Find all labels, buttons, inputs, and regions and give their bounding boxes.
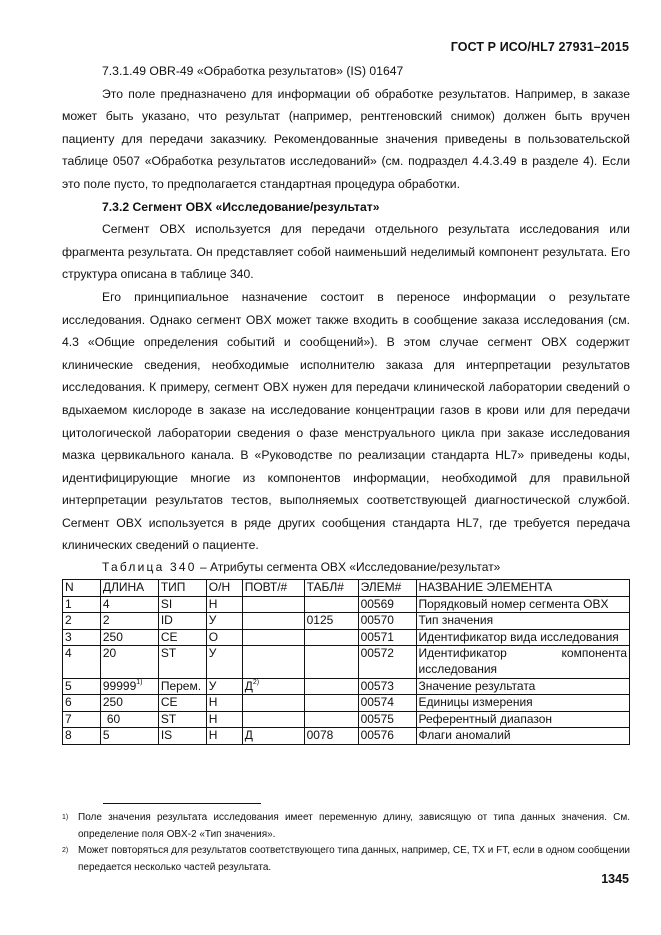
cell-n [63,695,101,712]
cell-item [358,613,416,630]
cell-table-text: 0078 [306,728,334,743]
cell-optionality [206,646,242,678]
cell-repeat-text: Д [244,678,253,693]
footnote-1-text: Поле значения результата исследования имеет переменную длину, зависящую от типа данных значения. См. определение поля OBX-2 «Тип значения». [78,812,630,840]
cell-element-name [416,646,630,678]
cell-table [304,728,358,745]
cell-element-name [416,613,630,630]
cell-optionality-text: У [208,646,217,661]
cell-optionality-text: Н [208,596,218,611]
cell-n-text: 1 [65,596,72,611]
cell-n [63,678,101,695]
table-caption-text: – Атрибуты сегмента OBX «Исследование/результат» [196,560,501,575]
cell-element-name [416,711,630,728]
section-title-obr49: 7.3.1.49 OBR-49 «Обработка результатов» (IS) 01647 [102,64,404,78]
cell-optionality [206,678,242,695]
footnote-2-text: Может повторяться для результатов соответствующего типа данных, например, CE, TX и FT, если в одном сообщении передается несколько частей результата. [78,845,630,873]
cell-optionality-text: Н [208,695,218,710]
cell-element-name-text: Значение результата [418,678,536,693]
cell-element-name [416,695,630,712]
table-row [63,596,630,613]
cell-type-text: Перем. [160,678,202,693]
cell-element-name-text: Идентификатор компонента исследования [418,646,627,677]
cell-optionality-text: У [208,678,217,693]
page-number: 1345 [601,872,629,886]
cell-optionality [206,596,242,613]
cell-optionality [206,613,242,630]
cell-n-text: 5 [65,678,72,693]
cell-table [304,678,358,695]
cell-element-name-text: Единицы измерения [418,695,533,710]
cell-element-name-text: Порядковый номер сегмента OBX [418,596,609,611]
cell-item [358,678,416,695]
table-body [63,596,630,744]
header-length: ДЛИНА [100,580,158,597]
cell-element-name-text: Флаги аномалий [418,728,511,743]
cell-type [158,678,206,695]
cell-n [63,629,101,646]
cell-length [100,613,158,630]
cell-optionality-text: Н [208,728,218,743]
cell-type-text: ST [160,646,177,661]
cell-n [63,728,101,745]
cell-type-text: ST [160,711,177,726]
table-row [63,695,630,712]
cell-length-text: 250 [102,695,123,710]
cell-optionality [206,728,242,745]
cell-n-text: 8 [65,728,72,743]
cell-item-text: 00573 [360,678,394,693]
table-caption [62,557,630,577]
header-item: ЭЛЕМ# [358,580,416,597]
cell-item [358,695,416,712]
section-title-obx: 7.3.2 Сегмент OBX «Исследование/результат» [102,199,380,214]
cell-length [100,596,158,613]
cell-length-text: 60 [106,711,121,726]
cell-table [304,629,358,646]
cell-type [158,646,206,678]
table-row [63,613,630,630]
footnote-ref: 1) [136,678,143,686]
cell-n-text: 4 [65,646,72,661]
cell-n [63,613,101,630]
cell-type-text: IS [160,728,173,743]
cell-table-text: 0125 [306,613,334,628]
table-row [63,711,630,728]
cell-repeat [242,646,304,678]
cell-element-name-text: Идентификатор вида исследования [418,629,619,644]
cell-optionality [206,695,242,712]
footnote-1 [62,810,630,843]
cell-type [158,711,206,728]
footnote-divider [103,803,261,804]
header-optionality: О/Н [206,580,242,597]
paragraph-obx-1: Сегмент OBX используется для передачи отдельного результата исследования или фрагмента результата. Он представляет собой наименьший неделимый компонент результата. Его структура описана в таблице 340. [62,222,630,282]
cell-repeat [242,596,304,613]
table-row [63,678,630,695]
cell-n-text: 2 [65,613,72,628]
header-table: ТАБЛ# [304,580,358,597]
footnotes [62,810,630,876]
cell-item [358,711,416,728]
cell-length-text: 2 [102,613,110,628]
cell-type [158,695,206,712]
cell-element-name-text: Референтный диапазон [418,711,553,726]
paragraph-obr49: Это поле предназначено для информации об обработке результатов. Например, в заказе может быть указано, что результат (например, рентгеновский снимок) должен быть вручен пациенту для передачи заказчику. Рекомендованные значения приведены в пользовательской таблице 0507 «Обработка результатов исследований» (см. подраздел 4.4.3.49 в разделе 4). Если это поле пусто, то предполагается стандартная процедура обработки. [62,86,630,191]
cell-repeat [242,711,304,728]
table-row [63,728,630,745]
footnote-ref: 2) [252,678,260,686]
footnote-2 [62,843,630,876]
cell-type-text: CE [160,695,178,710]
cell-optionality-text: У [208,613,217,628]
table-header-row [63,580,630,597]
header-type: ТИП [158,580,206,597]
cell-element-name [416,596,630,613]
cell-type-text: CE [160,629,178,644]
cell-type [158,629,206,646]
cell-item-text: 00572 [360,646,394,661]
cell-item-text: 00574 [360,695,394,710]
cell-element-name-text: Тип значения [418,613,494,628]
header-element-name: НАЗВАНИЕ ЭЛЕМЕНТА [416,580,630,597]
page-content [62,60,630,745]
cell-length-text: 250 [102,629,123,644]
cell-repeat [242,678,304,695]
cell-table [304,646,358,678]
cell-n-text: 6 [65,695,72,710]
cell-item [358,728,416,745]
table-row [63,646,630,678]
cell-type [158,728,206,745]
cell-length [100,728,158,745]
cell-n-text: 3 [65,629,72,644]
paragraph-obx-2: Его принципиальное назначение состоит в переносе информации о результате исследования. Однако сегмент OBX может также входить в сообщение заказа исследования (см. 4.3 «Общие определения событий и сообщений»). В этом случае сегмент OBX содержит клинические сведения, необходимые исполнителю заказа для интерпретации результатов исследования. К примеру, сегмент OBX нужен для передачи клинической лаборатории сведений о вдыхаемом кислороде в заказе на исследование концентрации газов в крови или для передачи цитологической лаборатории сведения о фазе менструального цикла при заказе исследования мазка цервикального канала. В «Руководстве по реализации стандарта HL7» приведены коды, идентифицирующие многие из компонентов информации, необходимой для правильной интерпретации результатов тестов, выполняемых соответствующей диагностической службой. Сегмент OBX используется в ряде других сообщения стандарта HL7, где требуется передача клинических сведений о пациенте. [62,289,630,553]
cell-table [304,613,358,630]
cell-element-name [416,728,630,745]
cell-n [63,646,101,678]
cell-element-name [416,629,630,646]
cell-item-text: 00569 [360,596,394,611]
footnote-1-mark: 1) [62,814,69,821]
cell-length [100,695,158,712]
cell-item-text: 00576 [360,728,394,743]
footnote-2-mark: 2) [62,847,69,854]
header-n: N [63,580,101,597]
cell-type-text: ID [160,613,173,628]
cell-length [100,629,158,646]
cell-length-text: 4 [102,596,110,611]
cell-item [358,629,416,646]
cell-item-text: 00570 [360,613,394,628]
table-caption-label: Таблица 340 [102,560,197,575]
cell-length-text: 99999 [102,678,137,693]
cell-optionality [206,629,242,646]
cell-item [358,596,416,613]
cell-n-text: 7 [65,711,72,726]
cell-repeat-text: Д [244,728,253,743]
obx-attributes-table [62,579,630,745]
table-row [63,629,630,646]
cell-optionality-text: О [208,629,219,644]
cell-type-text: SI [160,596,173,611]
cell-length [100,646,158,678]
cell-item [358,646,416,678]
cell-repeat [242,613,304,630]
cell-item-text: 00575 [360,711,394,726]
cell-length [100,678,158,695]
cell-optionality-text: Н [208,711,218,726]
cell-optionality [206,711,242,728]
cell-repeat [242,695,304,712]
cell-length [100,711,158,728]
cell-length-text: 20 [102,646,117,661]
cell-length-text: 5 [102,728,110,743]
cell-repeat [242,728,304,745]
cell-type [158,613,206,630]
cell-n [63,596,101,613]
header-repeat: ПОВТ/# [242,580,304,597]
cell-table [304,711,358,728]
cell-item-text: 00571 [360,629,394,644]
cell-n [63,711,101,728]
document-header: ГОСТ Р ИСО/HL7 27931–2015 [450,40,629,54]
cell-table [304,695,358,712]
cell-table [304,596,358,613]
cell-repeat [242,629,304,646]
cell-element-name [416,678,630,695]
cell-type [158,596,206,613]
